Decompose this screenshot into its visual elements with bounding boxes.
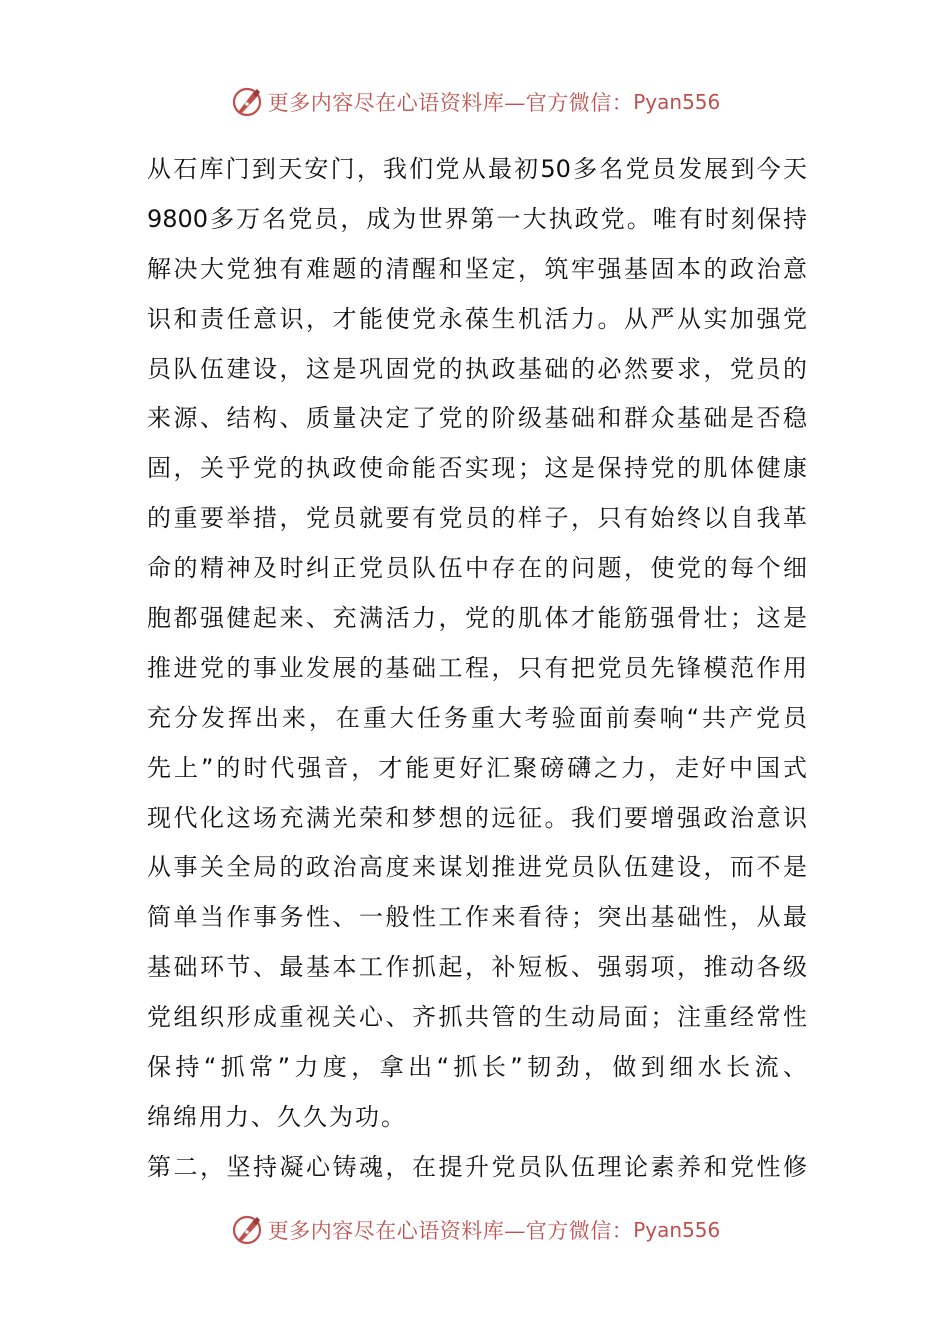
- body-line: 简单当作事务性、一般性工作来看待；突出基础性，从最: [147, 903, 807, 932]
- body-line: 充分发挥出来，在重大任务重大考验面前奏响“共产党员: [147, 703, 807, 732]
- body-line: 识和责任意识，才能使党永葆生机活力。从严从实加强党: [147, 304, 807, 333]
- header-banner: [0, 82, 950, 122]
- footer-banner-wechat-id: Pyan556: [633, 1218, 721, 1242]
- body-line: 现代化这场充满光荣和梦想的远征。我们要增强政治意识: [147, 803, 807, 832]
- body-line: 从事关全局的政治高度来谋划推进党员队伍建设，而不是: [147, 853, 807, 882]
- body-line: 解决大党独有难题的清醒和坚定，筑牢强基固本的政治意: [147, 254, 807, 283]
- header-banner-wechat-id: Pyan556: [633, 90, 721, 114]
- body-line: 员队伍建设，这是巩固党的执政基础的必然要求，党员的: [147, 354, 807, 383]
- body-line: 9800多万名党员，成为世界第一大执政党。唯有时刻保持: [147, 204, 807, 233]
- body-line: 基础环节、最基本工作抓起，补短板、强弱项，推动各级: [147, 953, 807, 982]
- body-line: 推进党的事业发展的基础工程，只有把党员先锋模范作用: [147, 653, 807, 682]
- footer-banner-text: 更多内容尽在心语资料库—官方微信：: [267, 1219, 634, 1243]
- pen-nib-logo-icon: [230, 85, 264, 119]
- footer-banner: [0, 1210, 950, 1250]
- document-body: [147, 145, 807, 1193]
- body-line: 固，关乎党的执政使命能否实现；这是保持党的肌体健康: [147, 454, 807, 483]
- body-line: 保持“抓常”力度，拿出“抓长”韧劲，做到细水长流、: [147, 1053, 807, 1082]
- body-line: 党组织形成重视关心、齐抓共管的生动局面；注重经常性: [147, 1003, 807, 1032]
- body-line: 胞都强健起来、充满活力，党的肌体才能筋强骨壮；这是: [147, 604, 807, 633]
- pen-nib-logo-icon: [230, 1213, 264, 1247]
- body-line: 先上”的时代强音，才能更好汇聚磅礴之力，走好中国式: [147, 753, 807, 782]
- body-line: 命的精神及时纠正党员队伍中存在的问题，使党的每个细: [147, 554, 807, 583]
- section-heading-line: 第二，坚持凝心铸魂，在提升党员队伍理论素养和党性修: [147, 1152, 807, 1181]
- body-line: 的重要举措，党员就要有党员的样子，只有始终以自我革: [147, 504, 807, 533]
- body-line-paragraph-end: 绵绵用力、久久为功。: [147, 1102, 407, 1131]
- header-banner-text: 更多内容尽在心语资料库—官方微信：: [267, 91, 634, 115]
- body-line: 来源、结构、质量决定了党的阶级基础和群众基础是否稳: [147, 404, 807, 433]
- body-line: 从石库门到天安门，我们党从最初50多名党员发展到今天: [147, 155, 807, 183]
